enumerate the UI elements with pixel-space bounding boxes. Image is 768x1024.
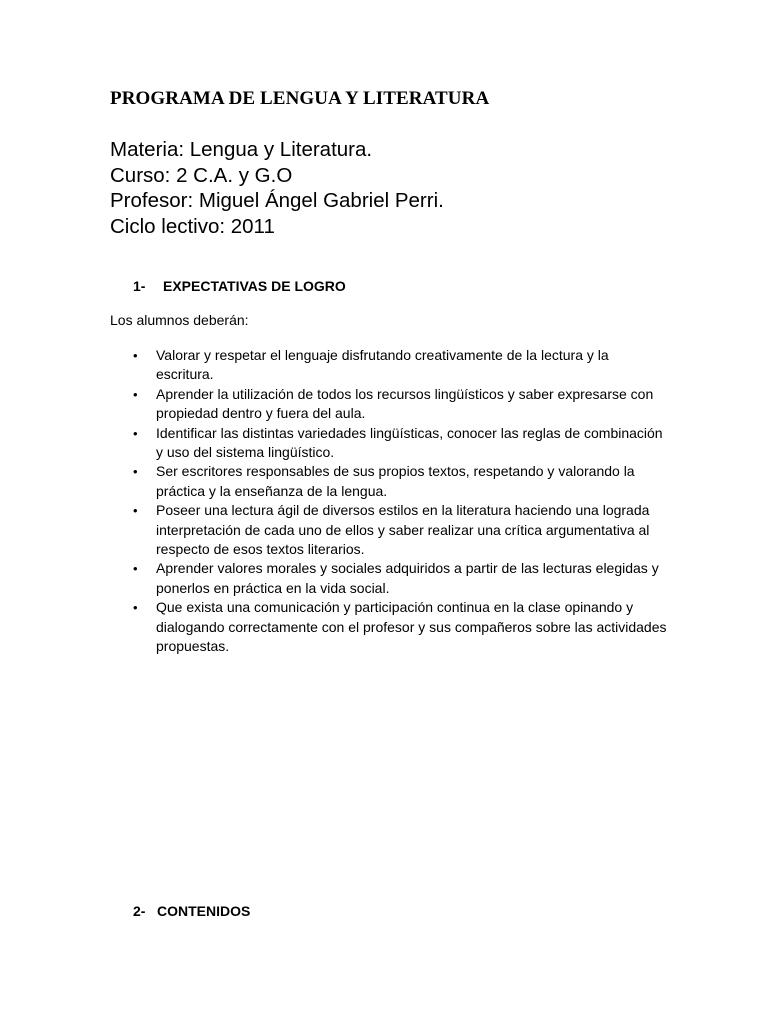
section-1-title: EXPECTATIVAS DE LOGRO — [163, 278, 346, 294]
list-item-text: Identificar las distintas variedades lingüísticas, conocer las reglas de combinación y uso del sistema lingüístico. — [156, 424, 663, 461]
document-title: PROGRAMA DE LENGUA Y LITERATURA — [110, 88, 490, 109]
list-item — [110, 598, 670, 656]
info-school-year: Ciclo lectivo: 2011 — [110, 214, 275, 238]
section-2-title: CONTENIDOS — [157, 903, 251, 919]
info-subject: Materia: Lengua y Literatura. — [110, 138, 373, 161]
expectations-list — [110, 346, 670, 657]
bullet-icon: • — [133, 464, 138, 480]
bullet-icon: • — [133, 386, 138, 402]
section-1-intro: Los alumnos deberán: — [110, 312, 249, 328]
bullet-icon: • — [133, 348, 138, 363]
section-1-number: 1- — [133, 278, 146, 294]
info-teacher: Profesor: Miguel Ángel Gabriel Perri. — [110, 189, 444, 212]
section-2-number: 2- — [133, 903, 146, 919]
list-item — [110, 385, 670, 424]
list-item-text: Aprender la utilización de todos los recursos lingüísticos y saber expresarse con propiedad dentro y fuera del aula. — [156, 385, 654, 422]
list-item — [110, 462, 670, 501]
list-item-text: Ser escritores responsables de sus propios textos, respetando y valorando la práctica y la enseñanza de la lengua. — [156, 463, 635, 499]
info-course: Curso: 2 C.A. y G.O — [110, 163, 293, 187]
list-item — [110, 424, 670, 463]
bullet-icon: • — [133, 561, 138, 577]
list-item-text: Valorar y respetar el lenguaje disfrutando creativamente de la lectura y la escritura. — [156, 347, 609, 383]
bullet-icon: • — [133, 425, 138, 441]
list-item — [110, 559, 670, 598]
bullet-icon: • — [133, 600, 138, 616]
list-item — [110, 346, 670, 385]
list-item-text: Aprender valores morales y sociales adquiridos a partir de las lecturas elegidas y ponerlos en práctica en la vida social. — [156, 560, 659, 596]
section-1-heading — [133, 278, 346, 294]
section-2-heading — [133, 903, 250, 919]
list-item-text: Poseer una lectura ágil de diversos estilos en la literatura haciendo una lograda interpretación de cada uno de ellos y saber realizar una crítica argumentativa al respecto de esos textos literarios. — [156, 502, 650, 558]
course-info — [110, 137, 444, 239]
list-item — [110, 501, 670, 559]
list-item-text: Que exista una comunicación y participación continua en la clase opinando y dialogando correctamente con el profesor y sus compañeros sobre las actividades propuestas. — [156, 599, 667, 655]
bullet-icon: • — [133, 503, 138, 519]
